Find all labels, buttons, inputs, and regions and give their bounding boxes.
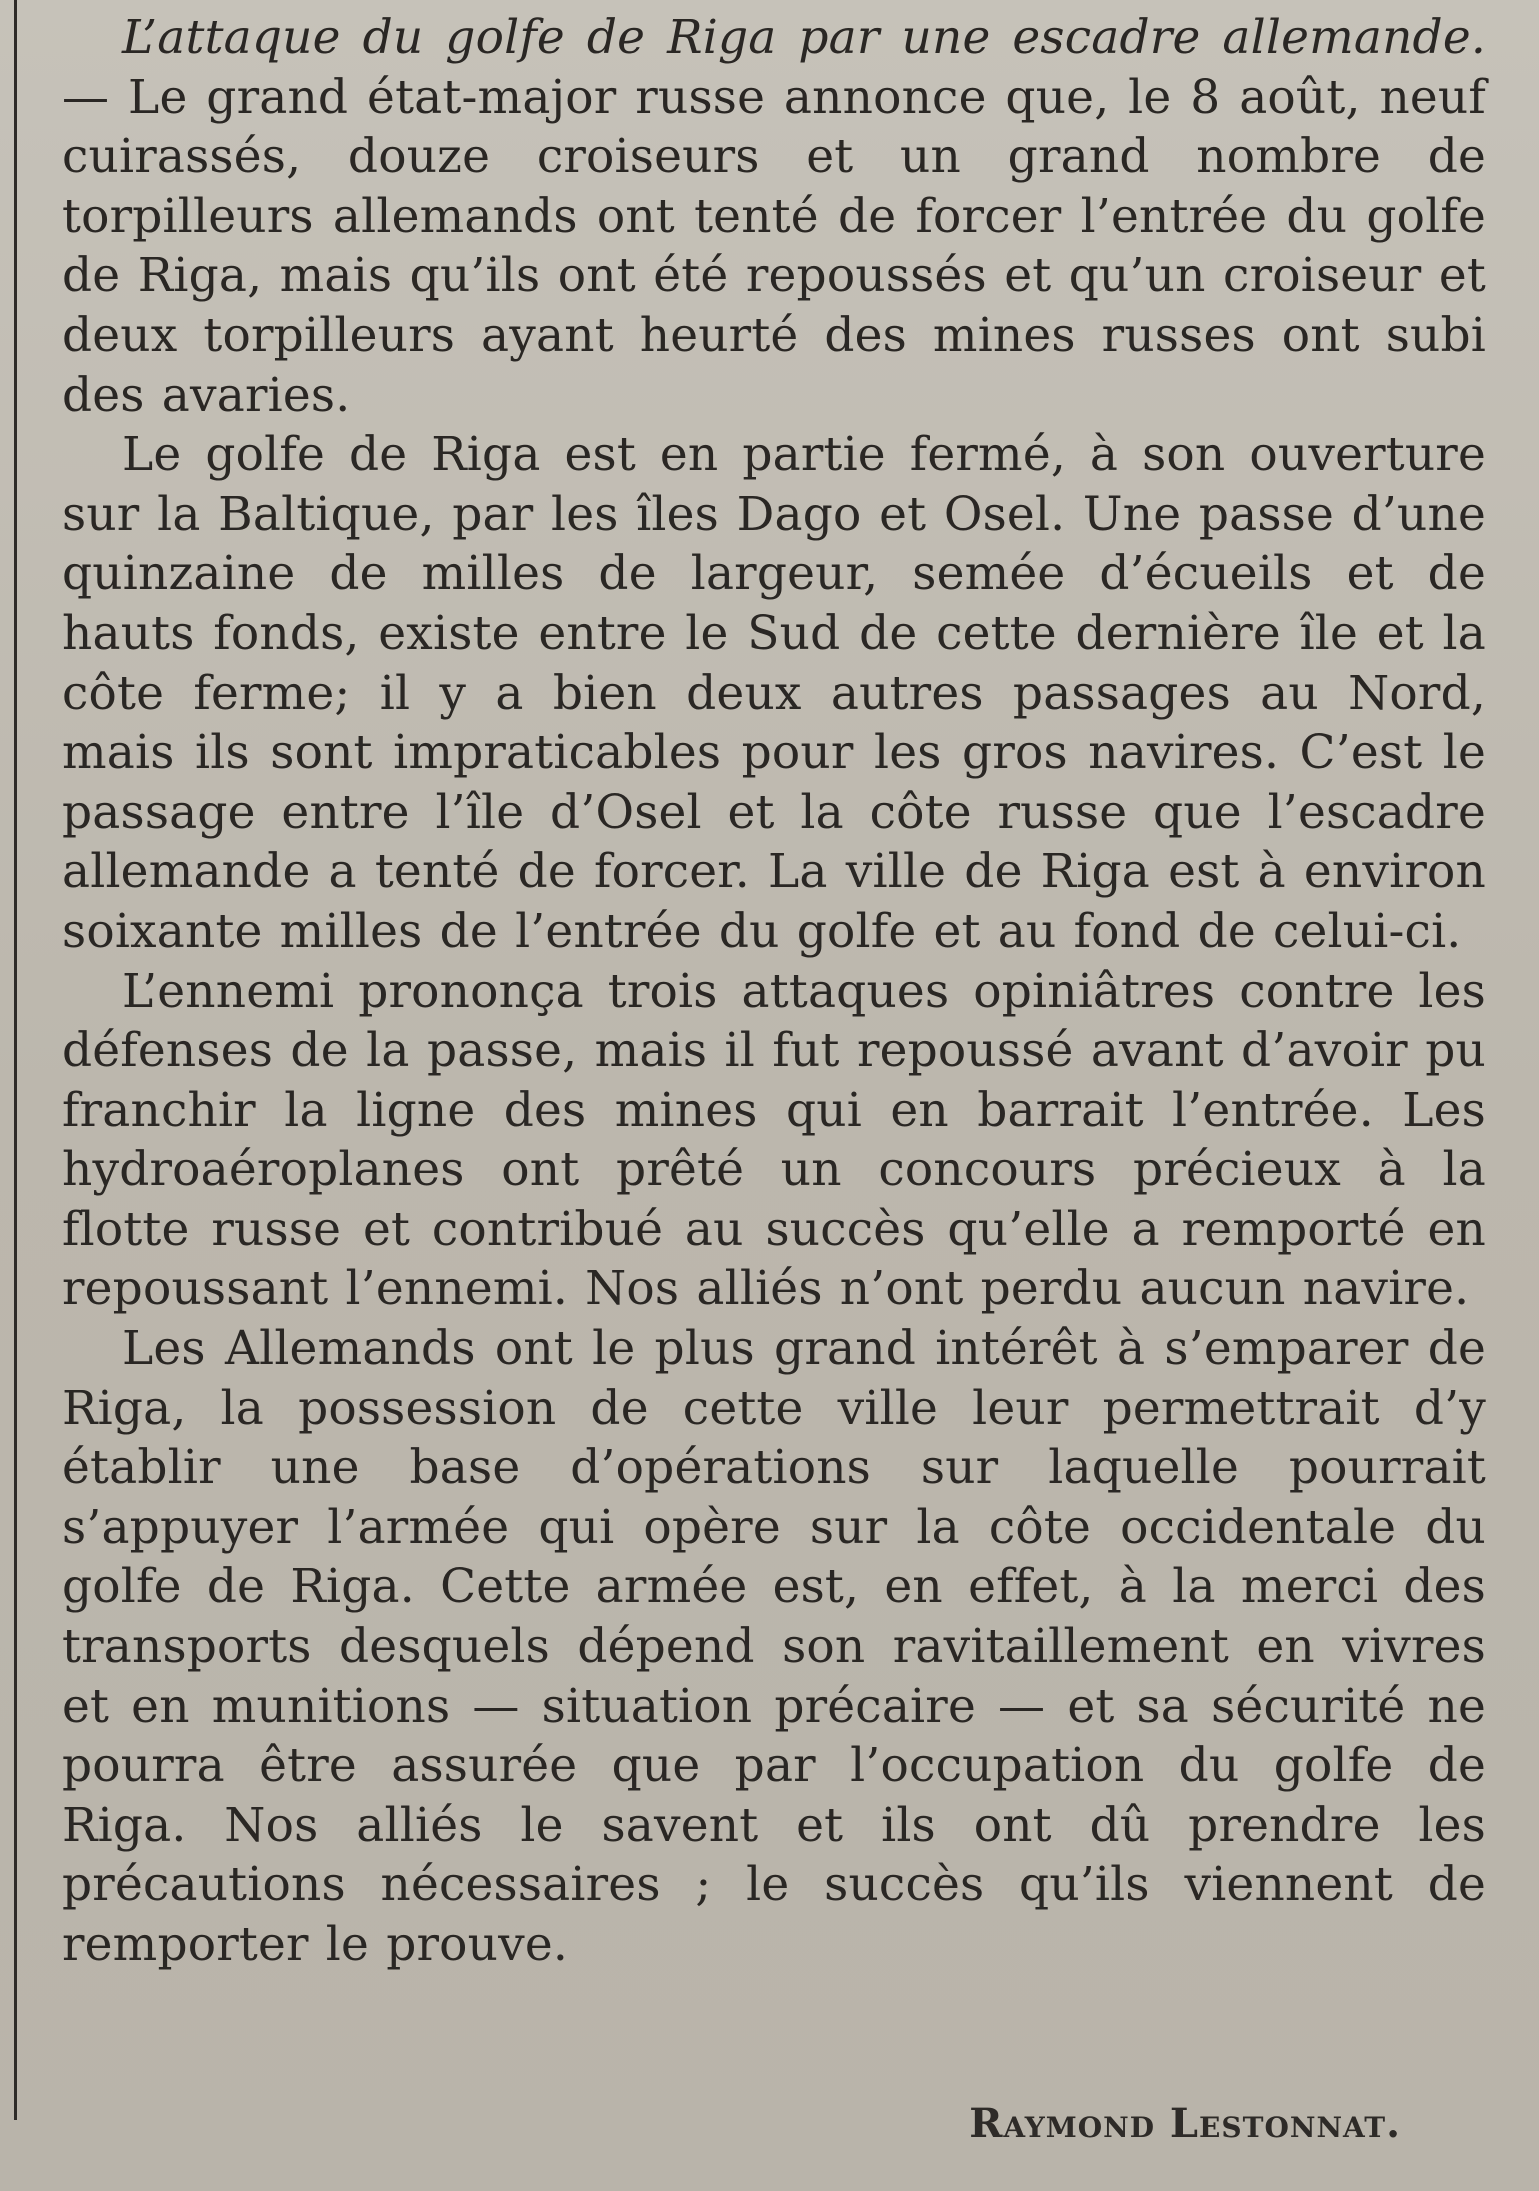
paragraph-3: L’ennemi prononça trois attaques opiniâtres contre les défenses de la passe, mais il fut repoussé avant d’avoir pu franchir la ligne des mines qui en barrait l’entrée. Les hydroaéroplanes ont prêté un concours précieux à la flotte russe et contribué au succès qu’elle a remporté en repoussant l’ennemi. Nos alliés n’ont perdu aucun navire. — [62, 963, 1486, 1317]
paragraph-1 — [62, 8, 1486, 425]
paragraph-4: Les Allemands ont le plus grand intérêt à s’emparer de Riga, la possession de cette ville leur permettrait d’y établir une base d’opérations sur laquelle pourrait s’appuyer l’armée qui opère sur la côte occidentale du golfe de Riga. Cette armée est, en effet, à la merci des transports desquels dépend son ravitaillement en vivres et en munitions — situation précaire — et sa sécurité ne pourra être assurée que par l’occupation du golfe de Riga. Nos alliés le savent et ils ont dû prendre les précautions nécessaires ; le succès qu’ils viennent de remporter le prouve. — [62, 1321, 1486, 1972]
column-rule — [14, 0, 17, 2120]
author-signature: Raymond Lestonnat. — [969, 2100, 1401, 2147]
paragraph-2: Le golfe de Riga est en partie fermé, à son ouverture sur la Baltique, par les îles Dago et Osel. Une passe d’une quinzaine de milles de largeur, semée d’écueils et de hauts fonds, existe entre le Sud de cette dernière île et la côte ferme; il y a bien deux autres passages au Nord, mais ils sont impraticables pour les gros navires. C’est le passage entre l’île d’Osel et la côte russe que l’escadre allemande a tenté de forcer. La ville de Riga est à environ soixante milles de l’entrée du golfe et au fond de celui-ci. — [62, 427, 1486, 959]
paragraph-1-text: — Le grand état-major russe annonce que, le 8 août, neuf cuirassés, douze croiseurs et un grand nombre de torpilleurs allemands ont tenté de forcer l’entrée du golfe de Riga, mais qu’ils ont été repoussés et qu’un croiseur et deux torpilleurs ayant heurté des mines russes ont subi des avaries. — [62, 69, 1486, 423]
article-body — [62, 8, 1486, 1975]
article-headline: L’attaque du golfe de Riga par une escadre allemande. — [122, 10, 1486, 65]
